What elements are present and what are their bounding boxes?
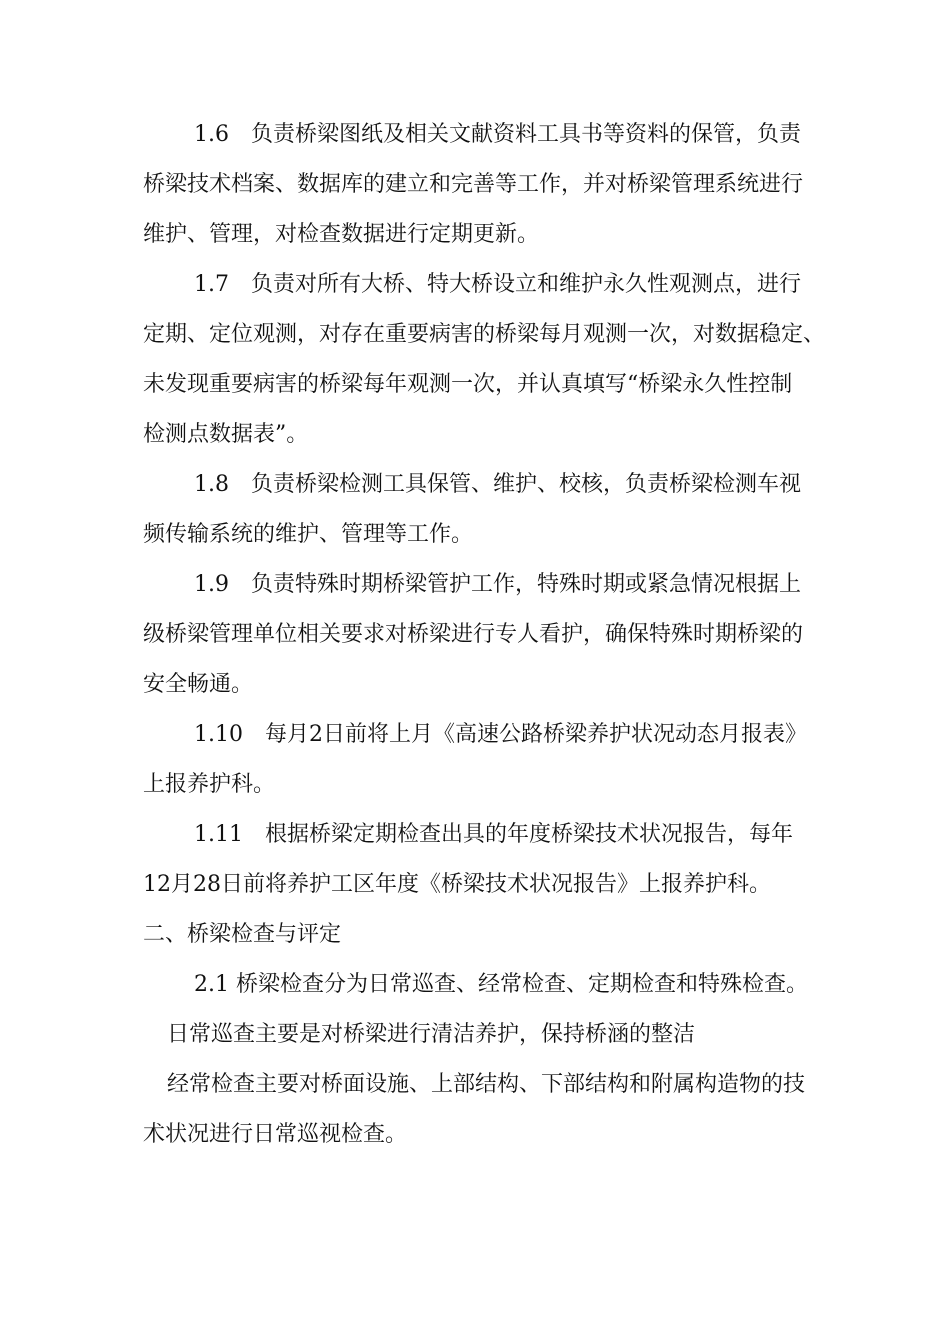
paragraph-regular-inspection-line-2: 术状况进行日常巡视检查。 <box>143 1122 408 1147</box>
paragraph-1-8-line-2: 频传输系统的维护、管理等工作。 <box>143 522 474 547</box>
paragraph-1-6-line-1: 1.6 负责桥梁图纸及相关文献资料工具书等资料的保管，负责 <box>194 122 801 147</box>
paragraph-2-1-line-1: 2.1 桥梁检查分为日常巡查、经常检查、定期检查和特殊检查。 <box>194 972 808 997</box>
paragraph-1-10-line-1: 1.10 每月2日前将上月《高速公路桥梁养护状况动态月报表》 <box>194 722 807 747</box>
paragraph-1-6-line-2: 桥梁技术档案、数据库的建立和完善等工作，并对桥梁管理系统进行 <box>143 172 804 197</box>
paragraph-1-10-line-2: 上报养护科。 <box>143 772 276 797</box>
paragraph-regular-inspection-line-1: 经常检查主要对桥面设施、上部结构、下部结构和附属构造物的技 <box>167 1072 806 1097</box>
paragraph-1-7-line-3: 未发现重要病害的桥梁每年观测一次，并认真填写“桥梁永久性控制 <box>143 372 793 397</box>
paragraph-daily-patrol: 日常巡查主要是对桥梁进行清洁养护，保持桥涵的整洁 <box>167 1022 696 1047</box>
paragraph-1-11-line-2: 12月28日前将养护工区年度《桥梁技术状况报告》上报养护科。 <box>143 872 771 897</box>
paragraph-1-9-line-3: 安全畅通。 <box>143 672 254 697</box>
paragraph-1-7-line-2: 定期、定位观测，对存在重要病害的桥梁每月观测一次，对数据稳定、 <box>143 322 826 347</box>
section-heading-2: 二、桥梁检查与评定 <box>143 922 342 947</box>
paragraph-1-6-line-3: 维护、管理，对检查数据进行定期更新。 <box>143 222 540 247</box>
paragraph-1-11-line-1: 1.11 根据桥梁定期检查出具的年度桥梁技术状况报告，每年 <box>194 822 793 847</box>
paragraph-1-9-line-2: 级桥梁管理单位相关要求对桥梁进行专人看护，确保特殊时期桥梁的 <box>143 622 804 647</box>
paragraph-1-7-line-4: 检测点数据表”。 <box>143 422 309 447</box>
paragraph-1-9-line-1: 1.9 负责特殊时期桥梁管护工作，特殊时期或紧急情况根据上 <box>194 572 801 597</box>
paragraph-1-8-line-1: 1.8 负责桥梁检测工具保管、维护、校核，负责桥梁检测车视 <box>194 472 801 497</box>
paragraph-1-7-line-1: 1.7 负责对所有大桥、特大桥设立和维护永久性观测点，进行 <box>194 272 801 297</box>
